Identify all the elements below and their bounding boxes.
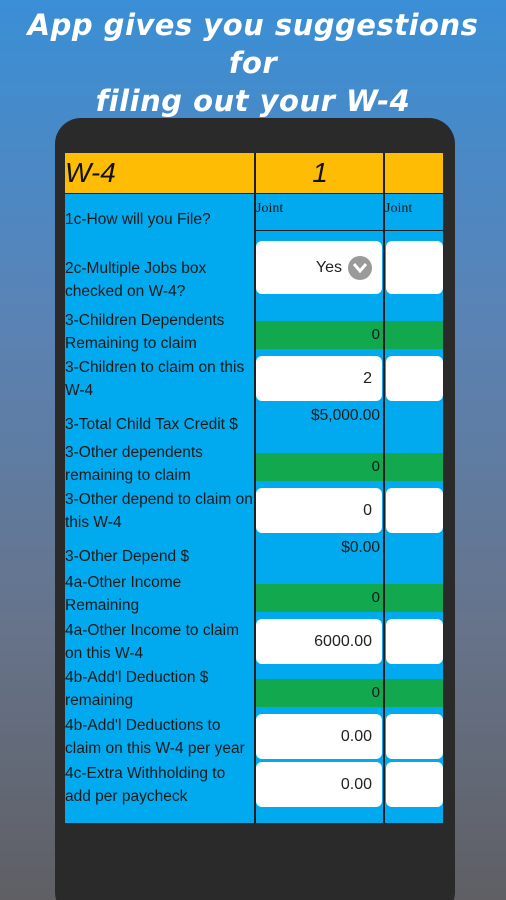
total-child-tax-credit-value: $5,000.00: [311, 407, 380, 424]
row-label-other-income-remaining: [65, 571, 253, 617]
row-label-line: 4c-Extra Withholding to: [65, 765, 226, 782]
row-label-line: add per paycheck: [65, 788, 188, 805]
row-label-line: remaining: [65, 692, 134, 709]
headline-line-2: filing out your W-4: [95, 84, 411, 118]
column-header-1: 1: [255, 153, 385, 194]
row-label-line: 4b-Add'l Deduction $: [65, 669, 209, 686]
row-label-children-remaining: [65, 309, 253, 355]
other-income-to-claim-input[interactable]: 6000.00: [256, 619, 382, 664]
other-depend-to-claim-input[interactable]: 0: [256, 488, 382, 533]
table-title: W-4: [65, 153, 255, 194]
row-label-addl-deductions-to-claim: [65, 714, 253, 760]
extra-withholding-input[interactable]: 0.00: [256, 762, 382, 807]
row-label-line: 2c-Multiple Jobs box: [65, 260, 207, 277]
multiple-jobs-select[interactable]: [256, 241, 382, 294]
column-header-2: [385, 153, 443, 194]
filing-status-col2[interactable]: Joint: [385, 201, 413, 216]
row-label-line: claim on this W-4 per year: [65, 740, 245, 757]
addl-deductions-to-claim-input[interactable]: 0.00: [256, 714, 382, 759]
row-label-line: Remaining to claim: [65, 335, 197, 352]
row-label-line: 4b-Add'l Deductions to: [65, 717, 221, 734]
other-depend-dollars-value: $0.00: [341, 539, 380, 556]
row-label-other-income-to-claim: [65, 619, 253, 665]
children-remaining-value: 0: [256, 321, 383, 349]
row-label-line: Remaining: [65, 597, 140, 614]
row-label-line: W-4: [65, 382, 94, 399]
row-label-extra-withholding: [65, 762, 253, 808]
column-divider-2: [383, 153, 385, 823]
row-divider: [385, 230, 443, 231]
children-to-claim-input-col2[interactable]: [386, 356, 443, 401]
row-label-other-dependents-remaining: [65, 441, 253, 487]
chevron-down-icon[interactable]: [348, 256, 372, 280]
row-label-line: this W-4: [65, 514, 122, 531]
row-label-line: checked on W-4?: [65, 283, 186, 300]
row-label-other-depend-dollars: 3-Other Depend $: [65, 548, 190, 565]
headline: [0, 6, 506, 120]
extra-withholding-input-col2[interactable]: [386, 762, 443, 807]
children-to-claim-input[interactable]: 2: [256, 356, 382, 401]
addl-deduction-remaining-value: 0: [256, 679, 383, 707]
other-dependents-remaining-col2: [385, 453, 443, 481]
w4-screen: [65, 153, 443, 823]
row-label-line: 3-Children to claim on this: [65, 359, 245, 376]
row-divider: [256, 230, 383, 231]
row-label-line: 4a-Other Income: [65, 574, 182, 591]
row-label-line: 3-Other dependents: [65, 444, 203, 461]
other-dependents-remaining-value: 0: [256, 453, 383, 481]
other-income-remaining-value: 0: [256, 584, 383, 612]
row-label-other-depend-to-claim: [65, 488, 253, 534]
row-label-line: remaining to claim: [65, 467, 191, 484]
other-income-remaining-col2: [385, 584, 443, 612]
row-label-addl-deduction-remaining: [65, 666, 253, 712]
addl-deductions-to-claim-input-col2[interactable]: [386, 714, 443, 759]
row-label-multiple-jobs: [65, 257, 253, 303]
row-label-line: 3-Other depend to claim on: [65, 491, 253, 508]
row-label-total-child-tax-credit: 3-Total Child Tax Credit $: [65, 416, 238, 433]
multiple-jobs-value: Yes: [315, 259, 342, 276]
other-depend-to-claim-input-col2[interactable]: [386, 488, 443, 533]
headline-line-1: App gives you suggestions for: [27, 8, 479, 80]
row-label-line: 4a-Other Income to claim: [65, 622, 240, 639]
children-remaining-col2: [385, 321, 443, 349]
multiple-jobs-select-col2[interactable]: [386, 241, 443, 294]
addl-deduction-remaining-col2: [385, 679, 443, 707]
row-label-how-will-you-file: 1c-How will you File?: [65, 211, 211, 228]
filing-status-col1[interactable]: Joint: [256, 201, 284, 216]
row-label-line: on this W-4: [65, 645, 144, 662]
other-income-to-claim-input-col2[interactable]: [386, 619, 443, 664]
row-label-line: 3-Children Dependents: [65, 312, 225, 329]
row-label-children-to-claim: [65, 356, 253, 402]
